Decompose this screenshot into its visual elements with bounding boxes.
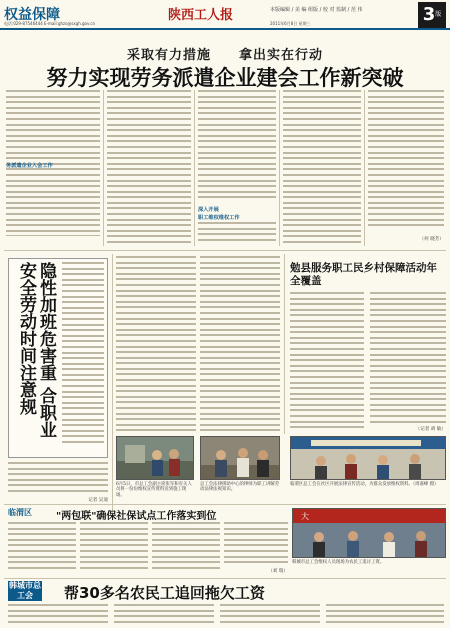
story-four-column-2: [114, 604, 214, 628]
story-three-column-2: [80, 522, 148, 574]
story-three-column-1: [8, 522, 76, 574]
story-four-column-3: [220, 604, 320, 628]
story-three-tag: 临渭区: [8, 508, 32, 517]
masthead-rule: [0, 28, 450, 30]
date-line: 2011年6月8日 星期三: [270, 21, 311, 26]
banner-text: 大: [301, 512, 309, 521]
side-story-credit: 记者 吴迪: [88, 498, 108, 503]
side-story-intro: [62, 262, 104, 452]
page-label: 版: [435, 11, 442, 18]
page-number-badge: [418, 2, 446, 28]
lead-credit: （何 晓芳）: [419, 237, 444, 242]
story-two-column-1: [290, 292, 364, 434]
story-four-column-4: [326, 604, 444, 628]
lead-column-4: [283, 90, 361, 246]
photo-3-caption: 临渭区总工会在社区开展法律宣传活动，为群众发放维权资料。（周嘉峰 摄）: [290, 482, 439, 487]
lead-column-2: [107, 90, 191, 246]
middle-column-1: [116, 256, 196, 434]
photo-2: [200, 436, 280, 480]
lead-headline: 努力实现劳务派遣企业建会工作新突破: [46, 66, 404, 90]
side-story-headline: 隐性加班危害重 合职业安全劳动时间注意规: [16, 262, 56, 438]
story-three-column-3: [152, 522, 220, 574]
story-two-headline: 勉县服务职工民乡村保障活动年全覆盖: [290, 262, 437, 287]
section-title: 权益保障: [4, 7, 60, 23]
story-four-headline: 帮30多名农民工追回拖欠工资: [64, 584, 265, 602]
story-three-credit: （刘 瑞）: [268, 569, 288, 574]
lead-kicker: 采取有力措施 拿出实在行动: [126, 48, 323, 63]
photo-3: [290, 436, 446, 480]
lead-subhead-1: 务派遣企业入会工作: [6, 163, 53, 169]
photo-4: [292, 508, 446, 558]
story-three-column-4: [224, 522, 288, 568]
story-four-column-1: [8, 604, 108, 628]
lead-column-3: [198, 90, 276, 202]
issue-meta: 本版编辑 / 美 编 组版 / 校 对 监制 / 范 伟: [270, 7, 363, 13]
story-four-tag: 韩城市总工会: [9, 581, 41, 600]
photo-1: [116, 436, 194, 480]
page-number: 3: [422, 4, 436, 25]
middle-column-2: [200, 256, 280, 434]
masthead: [0, 0, 450, 28]
story-three-headline: "两包联"确保社保试点工作落实到位: [56, 511, 217, 522]
lead-subhead-3: 深入开展 职工维权维权工作: [198, 207, 240, 221]
lead-column-5: [368, 90, 444, 230]
side-story-body: [8, 462, 108, 496]
story-two-credit: （记者 胡 敏）: [415, 427, 446, 432]
story-two-column-2: [370, 292, 446, 426]
photo-2-caption: 总工会法律援助中心的律师为职工讲解劳动法律法规知识。: [200, 482, 280, 493]
contact-line: 电话:029-87546444 E-mail:ghzs@sxgh.gov.cn: [4, 21, 96, 26]
newspaper-logo: 陕西工人报: [168, 8, 234, 23]
photo-4-caption: 韩城市总工会维权人员现场为农民工追讨工资。: [292, 560, 385, 565]
photo-1-caption: 6月5日，市总工会副主席张军和有关人员将一份份维权宣传资料送到施工现场。: [116, 482, 192, 498]
